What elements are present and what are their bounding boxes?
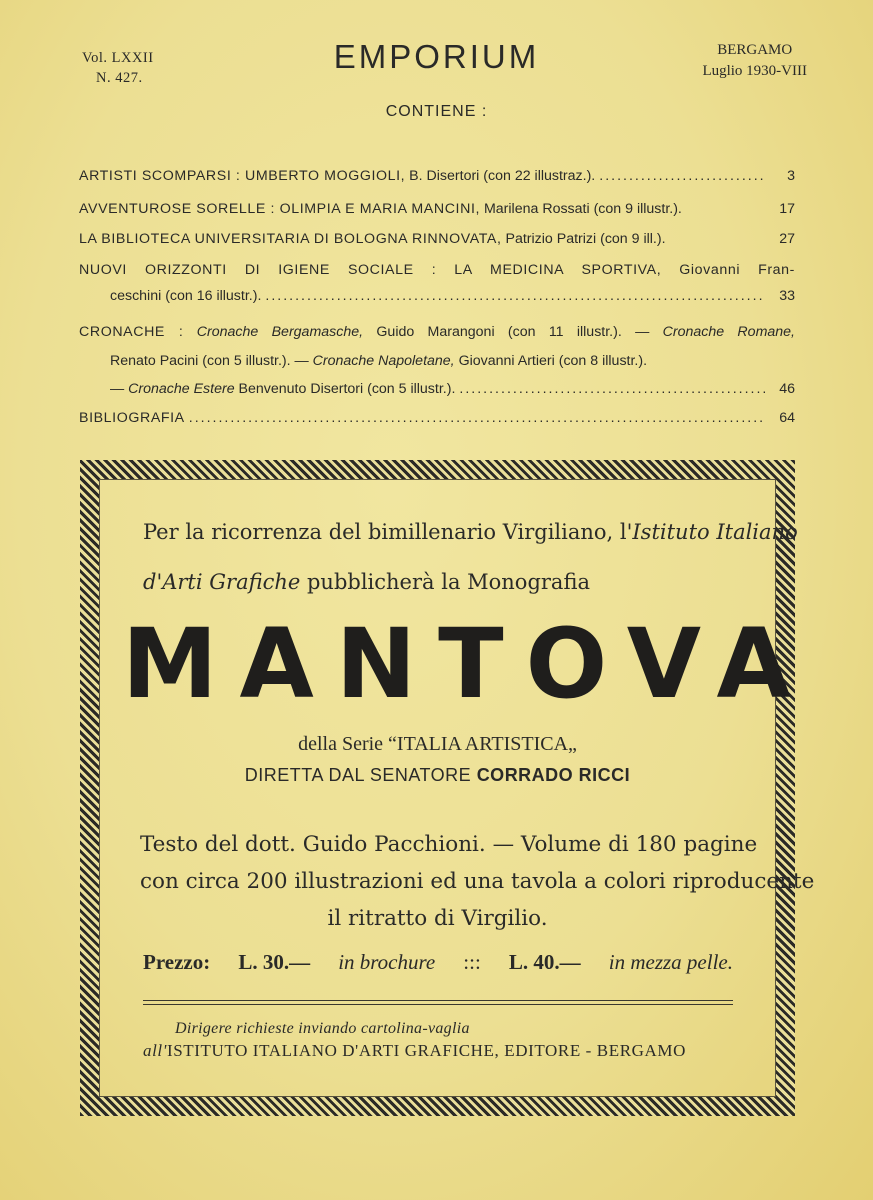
- ad-intro-text: pubblicherà la Monografia: [300, 570, 590, 594]
- toc-entry-title: ARTISTI SCOMPARSI : UMBERTO MOGGIOLI,: [79, 168, 406, 184]
- toc-entry-title: AVVENTUROSE SORELLE : OLIMPIA E MARIA MANCINI,: [79, 201, 481, 217]
- price-brochure: L. 30.—: [238, 950, 311, 974]
- toc-entry: [79, 408, 795, 430]
- toc-entry-author: Benvenuto Disertori (con 5 illustr.).: [234, 381, 456, 397]
- divider: [143, 1000, 733, 1001]
- ad-price: [143, 950, 733, 975]
- ad-publisher-name: ISTITUTO ITALIANO D'ARTI GRAFICHE, EDITORE - BERGAMO: [166, 1041, 687, 1060]
- price-label: Prezzo:: [143, 950, 211, 974]
- ad-description-line: Testo del dott. Guido Pacchioni. — Volume di 180 pagine: [140, 832, 758, 857]
- ad-series: della Serie “ITALIA ARTISTICA„: [298, 733, 577, 755]
- price-half-leather: L. 40.—: [508, 950, 581, 974]
- ad-description-line: con circa 200 illustrazioni ed una tavola a colori riproducente: [140, 869, 815, 894]
- ad-intro: [143, 507, 798, 607]
- toc-entry: [79, 260, 795, 308]
- toc-entry: [79, 166, 795, 188]
- divider: [143, 1004, 733, 1005]
- toc-entry-section: Cronache Estere: [128, 381, 235, 397]
- ad-description-line: il ritratto di Virgilio.: [327, 906, 548, 931]
- toc-entry-author: Giovanni Artieri (con 8 illustr.).: [454, 353, 648, 369]
- ad-director-prefix: DIRETTA DAL SENATORE: [244, 765, 477, 785]
- price-half-leather-note: in mezza pelle.: [608, 950, 733, 974]
- toc-page-number: 3: [787, 168, 795, 184]
- ad-order-instructions: Dirigere richieste inviando cartolina-vaglia: [175, 1020, 470, 1037]
- toc-page-number: 46: [779, 381, 795, 397]
- toc-entry-author: Marilena Rossati (con 9 illustr.).: [480, 201, 682, 217]
- toc-entry-author: Patrizio Patrizi (con 9 ill.).: [501, 231, 666, 247]
- toc-entry-title: NUOVI ORIZZONTI DI IGIENE SOCIALE : LA MEDICINA SPORTIVA, Giovanni Fran-: [79, 262, 795, 278]
- toc-page-number: 64: [779, 410, 795, 426]
- ad-publisher-address: [143, 1041, 735, 1061]
- toc-entry-author: Guido Marangoni (con 11 illustr.). —: [363, 324, 663, 340]
- toc-entry-author: Renato Pacini (con 5 illustr.). —: [110, 353, 313, 369]
- city: BERGAMO: [717, 42, 793, 58]
- toc-entry-section: Cronache Romane,: [662, 324, 796, 340]
- toc-page-number: 27: [779, 231, 795, 247]
- ad-headline: MANTOVA: [122, 608, 813, 720]
- ad-director-name: CORRADO RICCI: [476, 765, 631, 785]
- toc-entry-section: Cronache Bergamasche,: [196, 324, 364, 340]
- toc-entry-author: ceschini (con 16 illustr.).: [110, 288, 262, 304]
- ad-intro-publisher: d'Arti Grafiche: [143, 570, 301, 594]
- ad-intro-text: Per la ricorrenza del bimillenario Virgiliano, l': [143, 520, 633, 544]
- toc-entry-section: Cronache Napoletane,: [312, 353, 455, 369]
- ad-director: [100, 765, 775, 786]
- issue-number: N. 427.: [96, 70, 143, 86]
- ad-intro-publisher: Istituto Italiano: [632, 520, 798, 544]
- toc-page-number: 17: [779, 201, 795, 217]
- toc-page-number: 33: [779, 288, 795, 304]
- toc-entry-title: BIBLIOGRAFIA: [79, 410, 185, 426]
- place-date: [702, 40, 807, 82]
- price-separator: :::: [463, 950, 481, 974]
- issue-date: Luglio 1930-VIII: [702, 63, 807, 79]
- price-brochure-note: in brochure: [338, 950, 436, 974]
- toc-entry-title: LA BIBLIOTECA UNIVERSITARIA DI BOLOGNA RINNOVATA,: [79, 231, 502, 247]
- toc-entry: [79, 199, 795, 221]
- toc-entry-cronache: [79, 322, 795, 401]
- ad-publisher-prefix: all': [143, 1041, 167, 1060]
- toc-entry-author: B. Disertori (con 22 illustraz.).: [405, 168, 596, 184]
- magazine-title: EMPORIUM: [333, 38, 540, 75]
- toc-entry-dash: —: [110, 381, 129, 397]
- toc-entry: [79, 229, 795, 251]
- toc-entry-title: CRONACHE :: [79, 324, 184, 340]
- volume-number: Vol. LXXII: [82, 50, 154, 66]
- ad-description: [140, 826, 815, 937]
- contents-label: CONTIENE :: [385, 103, 488, 120]
